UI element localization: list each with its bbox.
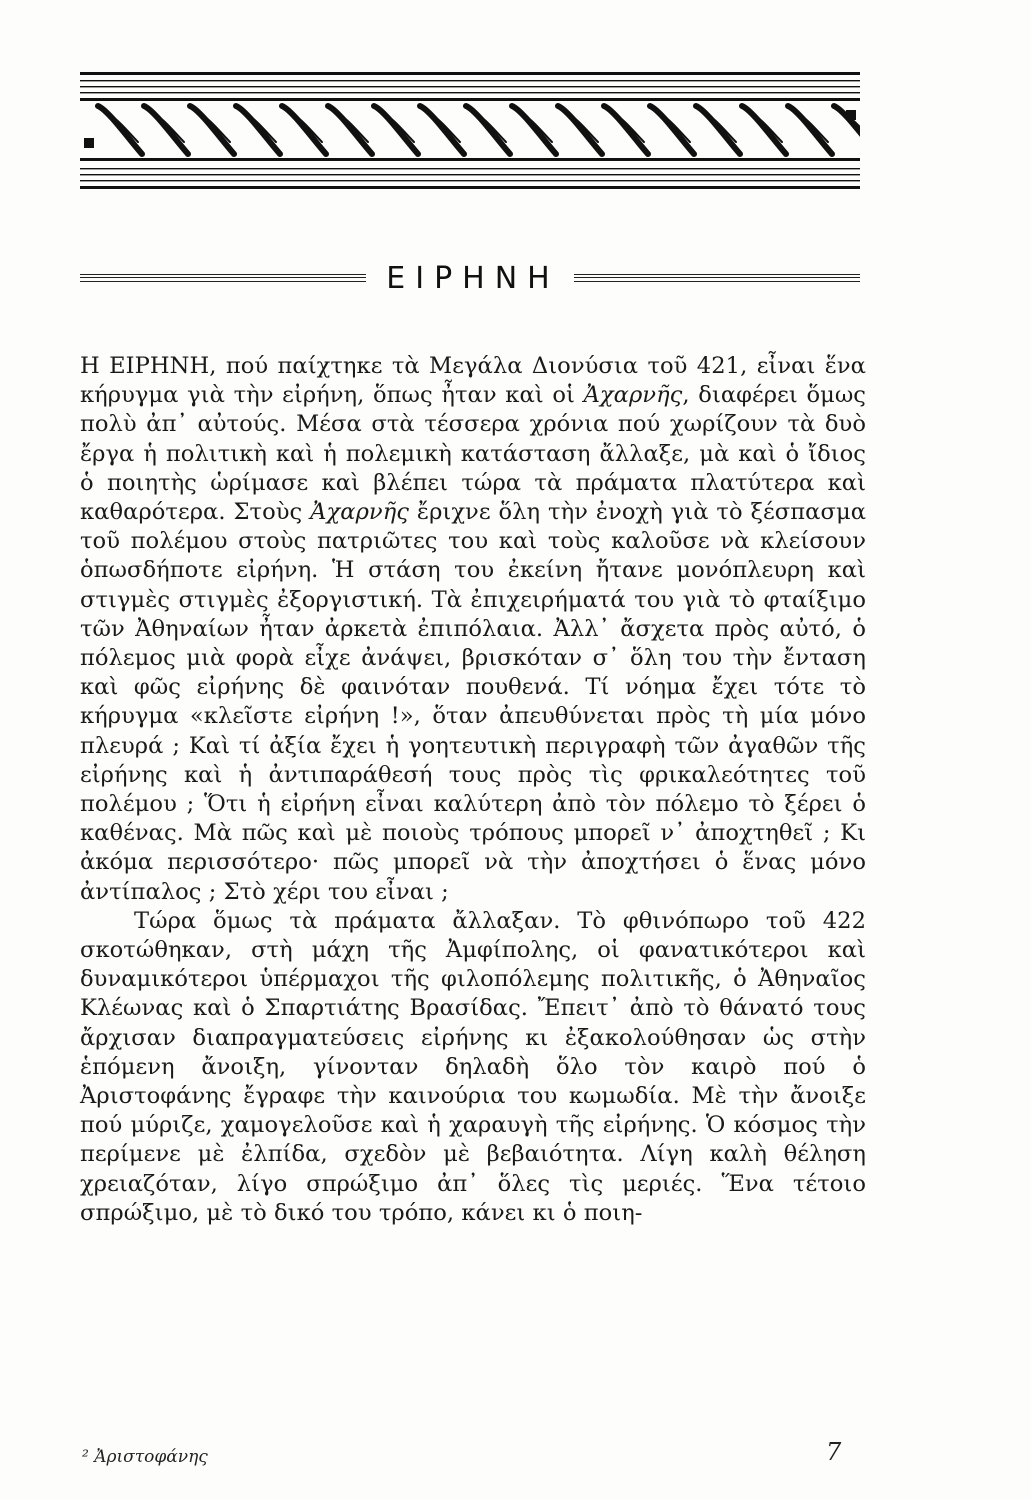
footer-signature: ² Ἀριστοφάνης: [82, 1447, 208, 1467]
text-run-italic: Ἀχαρνῆς: [583, 382, 683, 409]
text-run-italic: Ἀχαρνῆς: [310, 499, 409, 526]
ornamental-border: [80, 70, 860, 195]
paragraph-1: [80, 352, 866, 907]
text-run: , διαφέρει ὅμως πολὺ ἀπ᾽ αὐτούς. Μέσα στὰ τέσσερα χρόνια πού χωρίζουν τὰ δυὸ ἔργα ἡ πολιτικὴ καὶ ἡ πολεμικὴ κατάσταση ἄλλαξε, μὰ καὶ ὁ ἴδιος ὁ ποιητὴς ὡρίμασε καὶ βλέπει τώρα τὰ πράματα πλατύτερα καὶ καθαρότερα. Στοὺς: [80, 382, 867, 526]
rope-strand: [834, 106, 860, 154]
paragraph-2: [80, 907, 866, 1228]
title-rule-left: [80, 274, 366, 282]
text-run: ἔριχνε ὅλη τὴν ἐνοχὴ γιὰ τὸ ξέσπασμα τοῦ πολέμου στοὺς πατριῶτες του καὶ τοὺς καλοῦσε νὰ κλείσουν ὁπωσδήποτε εἰρήνη. Ἡ στάση του ἐκείνη ἤτανε μονόπλευρη καὶ στιγμὲς στιγμὲς ἐξοργιστική. Τὰ ἐπιχειρήματά του γιὰ τὸ φταίξιμο τῶν Ἀθηναίων ἦταν ἀρκετὰ ἐπιπόλαια. Ἀλλ᾽ ἄσχετα πρὸς αὐτό, ὁ πόλεμος μιὰ φορὰ εἶχε ἀνάψει, βρισκόταν σ᾽ ὅλη του τὴν ἔνταση καὶ φῶς εἰρήνης δὲ φαινόταν πουθενά. Τί νόημα ἔχει τότε τὸ κήρυγμα «κλεῖστε εἰρήνη !», ὅταν ἀπευθύνεται πρὸς τὴ μία μόνο πλευρά ; Καὶ τί ἀξία ἔχει ἡ γοητευτικὴ περιγραφὴ τῶν ἀγαθῶν τῆς εἰρήνης καὶ ἡ ἀντιπαράθεσή τους πρὸς τὶς φρικαλεότητες τοῦ πολέμου ; Ὅτι ἡ εἰρήνη εἶναι καλύτερη ἀπὸ τὸν πόλεμο τὸ ξέρει ὁ καθένας. Μὰ πῶς καὶ μὲ ποιοὺς τρόπους μπορεῖ ν᾽ ἀποχτηθεῖ ; Κι ἀκόμα περισσότερο· πῶς μπορεῖ νὰ τὴν ἀποχτήσει ὁ ἕνας μόνο ἀντίπαλος ; Στὸ χέρι του εἶναι ;: [80, 499, 866, 905]
title-row: [80, 258, 860, 298]
page-number: 7: [826, 1438, 842, 1466]
text-run: Η ΕΙΡΗΝΗ, πού παίχτηκε τὰ Μεγάλα Διονύσια τοῦ 421, εἶναι ἕνα κήρυγμα γιὰ τὴν εἰρήνη, ὅπως ἦταν καὶ οἱ: [80, 353, 866, 409]
text-run: Τώρα ὅμως τὰ πράματα ἄλλαξαν. Τὸ φθινόπωρο τοῦ 422 σκοτώθηκαν, στὴ μάχη τῆς Ἀμφίπολης, οἱ φανατικότεροι καὶ δυναμικότεροι ὑπέρμαχοι τῆς φιλοπόλεμης πολιτικῆς, ὁ Ἀθηναῖος Κλέωνας καὶ ὁ Σπαρτιάτης Βρασίδας. Ἔπειτ᾽ ἀπὸ τὸ θάνατό τους ἄρχισαν διαπραγματεύσεις εἰρήνης κι ἐξακολούθησαν ὡς στὴν ἑπόμενη ἄνοιξη, γίνονταν δηλαδὴ ὅλο τὸν καιρὸ πού ὁ Ἀριστοφάνης ἔγραφε τὴν καινούρια του κωμωδία. Μὲ τὴν ἄνοιξε πού μύριζε, χαμογελοῦσε καὶ ἡ χαραυγὴ τῆς εἰρήνης. Ὁ κόσμος τὴν περίμενε μὲ ἐλπίδα, σχεδὸν μὲ βεβαιότητα. Λίγη καλὴ θέληση χρειαζόταν, λίγο σπρώξιμο ἀπ᾽ ὅλες τὶς μεριές. Ἕνα τέτοιο σπρώξιμο, μὲ τὸ δικό του τρόπο, κάνει κι ὁ ποιη-: [80, 907, 866, 1226]
page-title: ΕΙΡΗΝΗ: [386, 260, 560, 296]
title-rule-right: [574, 274, 860, 282]
body-text: [80, 352, 866, 1228]
